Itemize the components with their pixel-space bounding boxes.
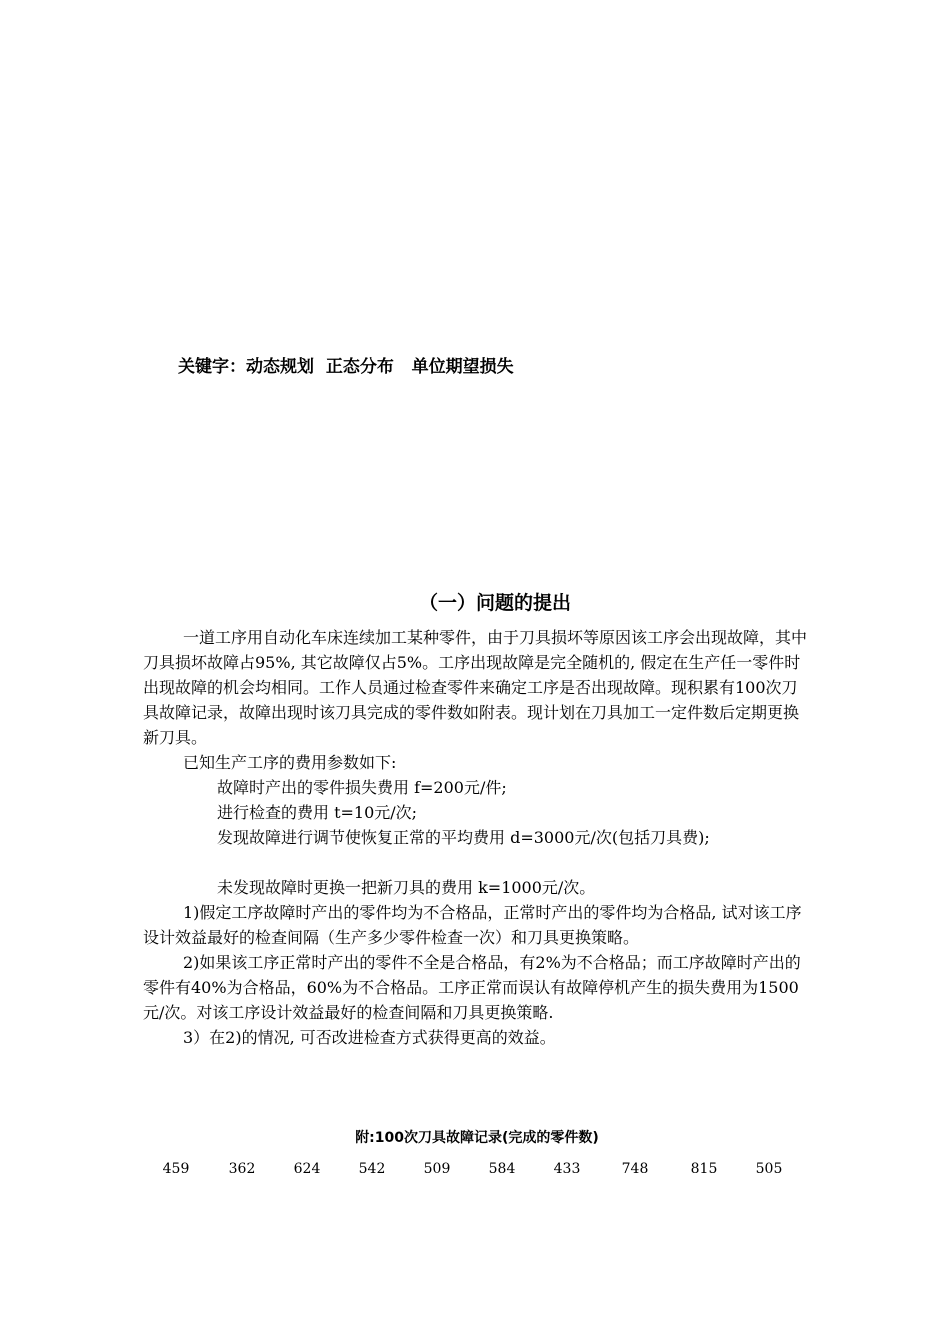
record-cell: 505: [755, 1161, 783, 1177]
question-3: 3）在2)的情况, 可否改进检查方式获得更高的效益。: [183, 1028, 556, 1047]
record-cell: 509: [423, 1161, 451, 1177]
record-cell: 459: [162, 1161, 190, 1177]
cost-item-k: 未发现故障时更换一把新刀具的费用 k=1000元/次。: [217, 878, 596, 897]
keywords-line: 关键字：动态规划 正态分布 单位期望损失: [178, 357, 514, 377]
record-cell: 748: [621, 1161, 649, 1177]
cost-item-t: 进行检查的费用 t=10元/次;: [217, 803, 418, 822]
question-2: 2)如果该工序正常时产出的零件不全是合格品，有2%为不合格品；而工序故障时产出的零件有40%为合格品，60%为不合格品。工序正常而误认有故障停机产生的损失费用为1500元/次。对该工序设计效益最好的检查间隔和刀具更换策略.: [143, 953, 801, 1022]
problem-statement: [143, 625, 808, 1050]
question-1: 1)假定工序故障时产出的零件均为不合格品，正常时产出的零件均为合格品, 试对该工序设计效益最好的检查间隔（生产多少零件检查一次）和刀具更换策略。: [143, 903, 802, 947]
record-cell: 624: [293, 1161, 321, 1177]
appendix-title: 附:100次刀具故障记录(完成的零件数): [355, 1130, 599, 1146]
record-cell: 584: [488, 1161, 516, 1177]
record-cell: 542: [358, 1161, 386, 1177]
cost-item-d: 发现故障进行调节使恢复正常的平均费用 d=3000元/次(包括刀具费);: [217, 828, 710, 847]
cost-item-f: 故障时产出的零件损失费用 f=200元/件;: [217, 778, 507, 797]
record-cell: 815: [690, 1161, 718, 1177]
paragraph-intro: 一道工序用自动化车床连续加工某种零件，由于刀具损坏等原因该工序会出现故障，其中刀具损坏故障占95%, 其它故障仅占5%。工序出现故障是完全随机的, 假定在生产任一零件时出现故障的机会均相同。工作人员通过检查零件来确定工序是否出现故障。现积累有100次刀具故障记录，故障出现时该刀具完成的零件数如附表。现计划在刀具加工一定件数后定期更换新刀具。: [143, 628, 808, 747]
record-cell: 433: [553, 1161, 581, 1177]
blank-line: [143, 850, 808, 875]
section-title: （一）问题的提出: [418, 592, 571, 614]
paragraph-cost-header: 已知生产工序的费用参数如下:: [183, 753, 397, 772]
record-cell: 362: [228, 1161, 256, 1177]
